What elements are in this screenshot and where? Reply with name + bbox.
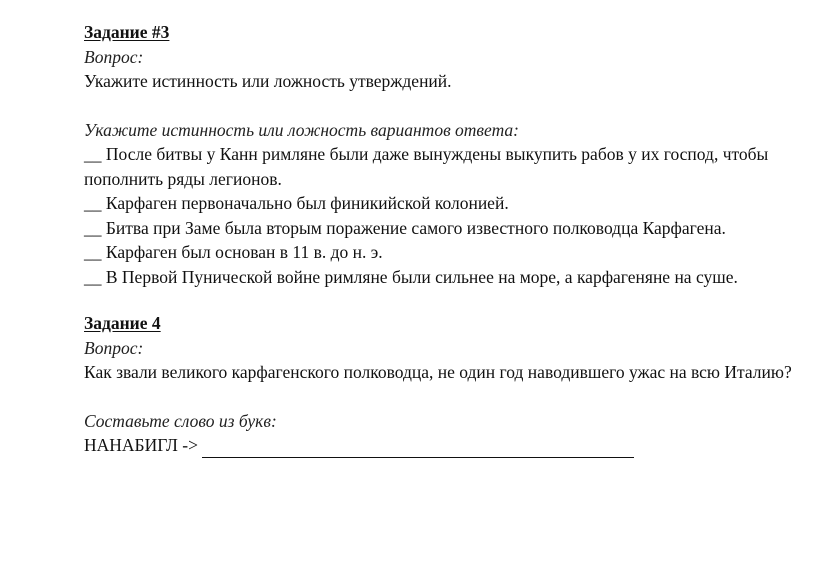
spacer: [84, 385, 794, 409]
task3-question-text: Укажите истинность или ложность утверждений.: [84, 71, 452, 91]
spacer: [84, 94, 794, 118]
task4-instruction: Составьте слово из букв:: [84, 410, 277, 431]
letters-prompt: НАНАБИГЛ ->: [84, 435, 198, 455]
statement-2: __ Карфаген первоначально был финикийской колонией.: [84, 193, 509, 213]
task4-heading: Задание 4: [84, 313, 161, 333]
task4-question-label: Вопрос:: [84, 337, 144, 358]
task3-instruction: Укажите истинность или ложность вариантов ответа:: [84, 119, 519, 140]
task3-question-label: Вопрос:: [84, 46, 144, 67]
statement-5: __ В Первой Пунической войне римляне были сильнее на море, а карфагеняне на суше.: [84, 266, 738, 287]
task4-answer-row: [84, 433, 794, 458]
statement-3: __ Битва при Заме была вторым поражение самого известного полководца Карфагена.: [84, 217, 726, 238]
spacer: [84, 289, 794, 311]
task3-statement-list: [84, 142, 794, 289]
document-page: [84, 20, 794, 458]
answer-blank-line[interactable]: [202, 439, 634, 458]
statement-1: __ После битвы у Канн римляне были даже вынуждены выкупить рабов у их господ, чтобы пополнить ряды легионов.: [84, 144, 769, 189]
task3-heading: Задание #3: [84, 22, 170, 42]
statement-4: __ Карфаген был основан в 11 в. до н. э.: [84, 242, 383, 262]
task4-question-text: Как звали великого карфагенского полководца, не один год наводившего ужас на всю Италию?: [84, 362, 792, 382]
